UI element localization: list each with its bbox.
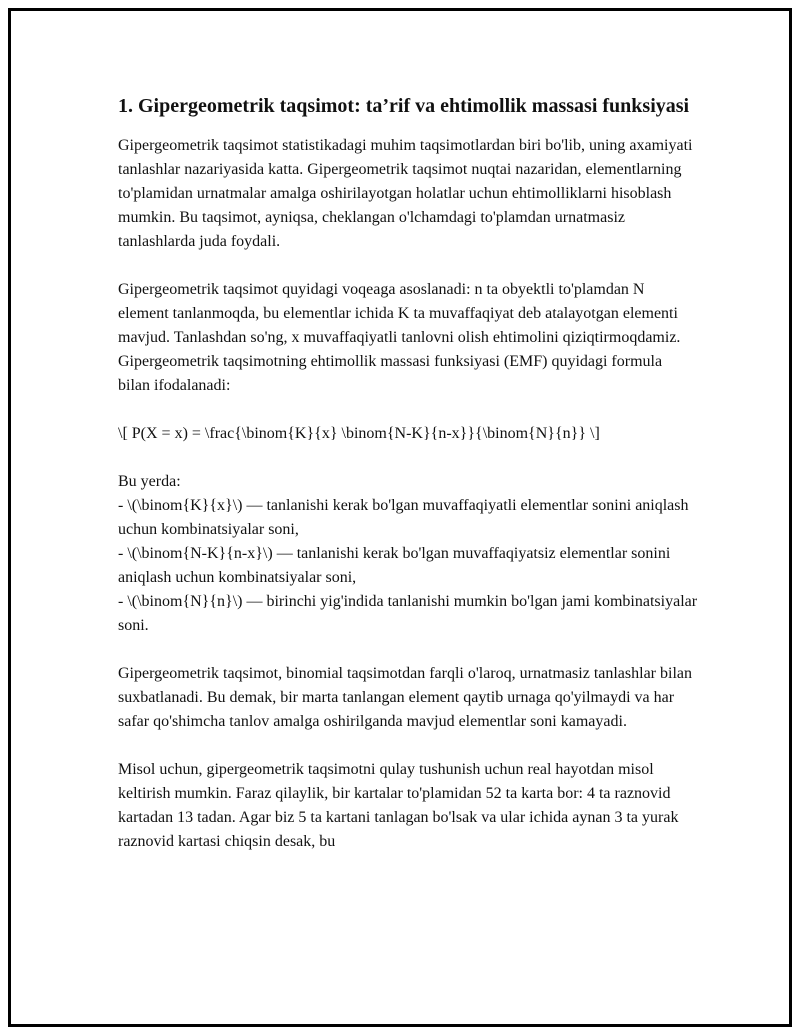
document-body [118, 93, 698, 878]
formula-line: \[ P(X = x) = \frac{\binom{K}{x} \binom{N-K}{n-x}}{\binom{N}{n}} \] [118, 425, 600, 442]
list-item: - \(\binom{N}{n}\) — birinchi yig'indida tanlanishi mumkin bo'lgan jami kombinatsiyalar soni. [118, 593, 698, 634]
paragraph-intro: Gipergeometrik taqsimot statistikadagi muhim taqsimotlardan biri bo'lib, uning axamiyati tanlashlar nazariyasida katta. Gipergeometrik taqsimot nuqtai nazaridan, elementlarning to'plamidan urnatmalar amalga oshirilayotgan holatlar uchun ehtimolliklarni hisoblash mumkin. Bu taqsimot, ayniqsa, cheklangan o'lchamdagi to'plamdan urnatmasiz tanlashlarda juda foydali. [118, 137, 693, 250]
section-heading: 1. Gipergeometrik taqsimot: ta’rif va ehtimollik massasi funksiyasi [118, 95, 690, 117]
paragraph-definition: Gipergeometrik taqsimot quyidagi voqeaga asoslanadi: n ta obyektli to'plamdan N element tanlanmoqda, bu elementlar ichida K ta muvaffaqiyat deb atalayotgan elementi mavjud. Tanlashdan so'ng, x muvaffaqiyatli tanlovni olish ehtimolini qiziqtirmoqdamiz. Gipergeometrik taqsimotning ehtimollik massasi funksiyasi (EMF) quyidagi formula bilan ifodalanadi: [118, 281, 681, 394]
list-item: - \(\binom{N-K}{n-x}\) — tanlanishi kerak bo'lgan muvaffaqiyatsiz elementlar sonini aniqlash uchun kombinatsiyalar soni, [118, 545, 671, 586]
paragraph-example: Misol uchun, gipergeometrik taqsimotni qulay tushunish uchun real hayotdan misol keltirish mumkin. Faraz qilaylik, bir kartalar to'plamidan 52 ta karta bor: 4 ta raznovid kartadan 13 tadan. Agar biz 5 ta kartani tanlagan bo'lsak va ular ichida aynan 3 ta yurak raznovid kartasi chiqsin desak, bu [118, 761, 679, 850]
list-item: - \(\binom{K}{x}\) — tanlanishi kerak bo'lgan muvaffaqiyatli elementlar sonini aniqlash uchun kombinatsiyalar soni, [118, 497, 689, 538]
paragraph-comparison: Gipergeometrik taqsimot, binomial taqsimotdan farqli o'laroq, urnatmasiz tanlashlar bilan suxbatlanadi. Bu demak, bir marta tanlangan element qaytib urnaga qo'yilmaydi va har safar qo'shimcha tanlov amalga oshirilganda mavjud elementlar soni kamayadi. [118, 665, 692, 730]
definition-list [118, 470, 698, 638]
list-intro: Bu yerda: [118, 473, 181, 490]
